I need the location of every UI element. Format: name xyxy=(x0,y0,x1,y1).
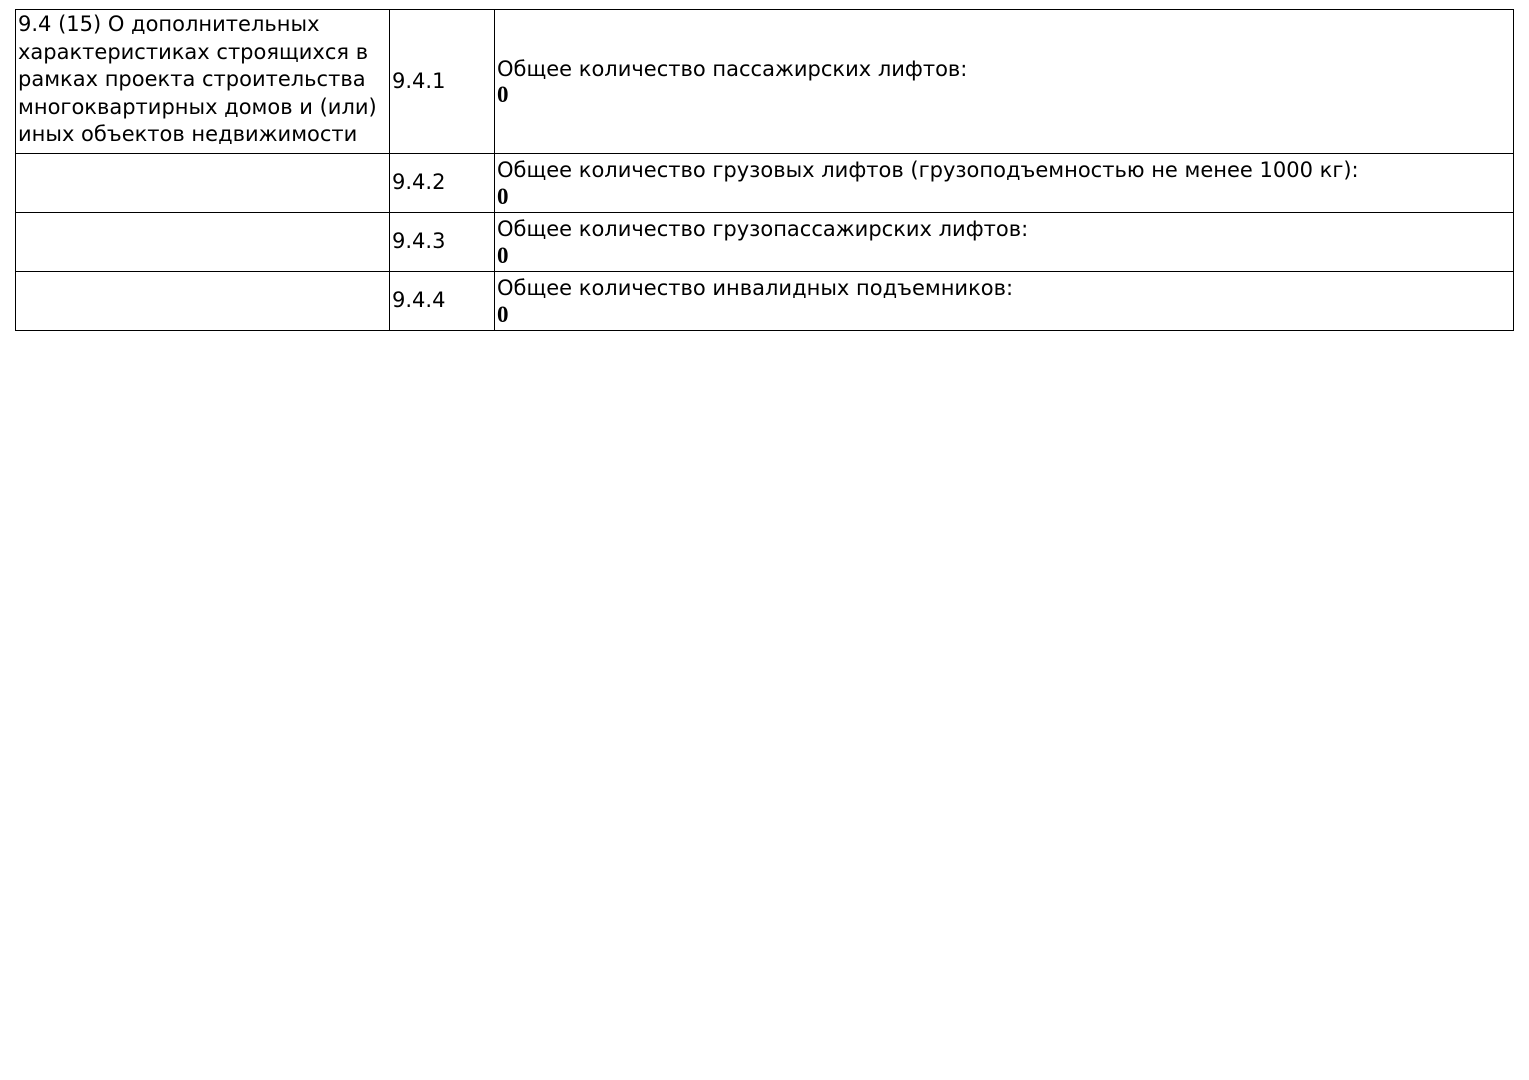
item-label: Общее количество инвалидных подъемников: xyxy=(497,276,1014,301)
item-content xyxy=(495,213,1514,272)
item-content xyxy=(495,154,1514,213)
item-value: 0 xyxy=(497,183,509,209)
table-row xyxy=(16,272,1514,331)
item-label: Общее количество грузопассажирских лифтов: xyxy=(497,217,1029,242)
item-content xyxy=(495,10,1514,154)
section-title: 9.4 (15) О дополнительных характеристиках строящихся в рамках проекта строительства многоквартирных домов и (или) иных объектов недвижимости xyxy=(16,10,390,154)
section-empty-cell xyxy=(16,213,390,272)
item-content xyxy=(495,272,1514,331)
item-label: Общее количество пассажирских лифтов: xyxy=(497,56,968,81)
item-code: 9.4.4 xyxy=(390,272,495,331)
item-label: Общее количество грузовых лифтов (грузоподъемностью не менее 1000 кг): xyxy=(497,158,1359,183)
item-value: 0 xyxy=(497,82,509,108)
section-empty-cell xyxy=(16,272,390,331)
item-code: 9.4.3 xyxy=(390,213,495,272)
item-value: 0 xyxy=(497,301,509,327)
table-row xyxy=(16,10,1514,154)
table-row xyxy=(16,154,1514,213)
section-empty-cell xyxy=(16,154,390,213)
table-row xyxy=(16,213,1514,272)
characteristics-table xyxy=(15,9,1514,331)
item-code: 9.4.2 xyxy=(390,154,495,213)
item-value: 0 xyxy=(497,242,509,268)
item-code: 9.4.1 xyxy=(390,10,495,154)
